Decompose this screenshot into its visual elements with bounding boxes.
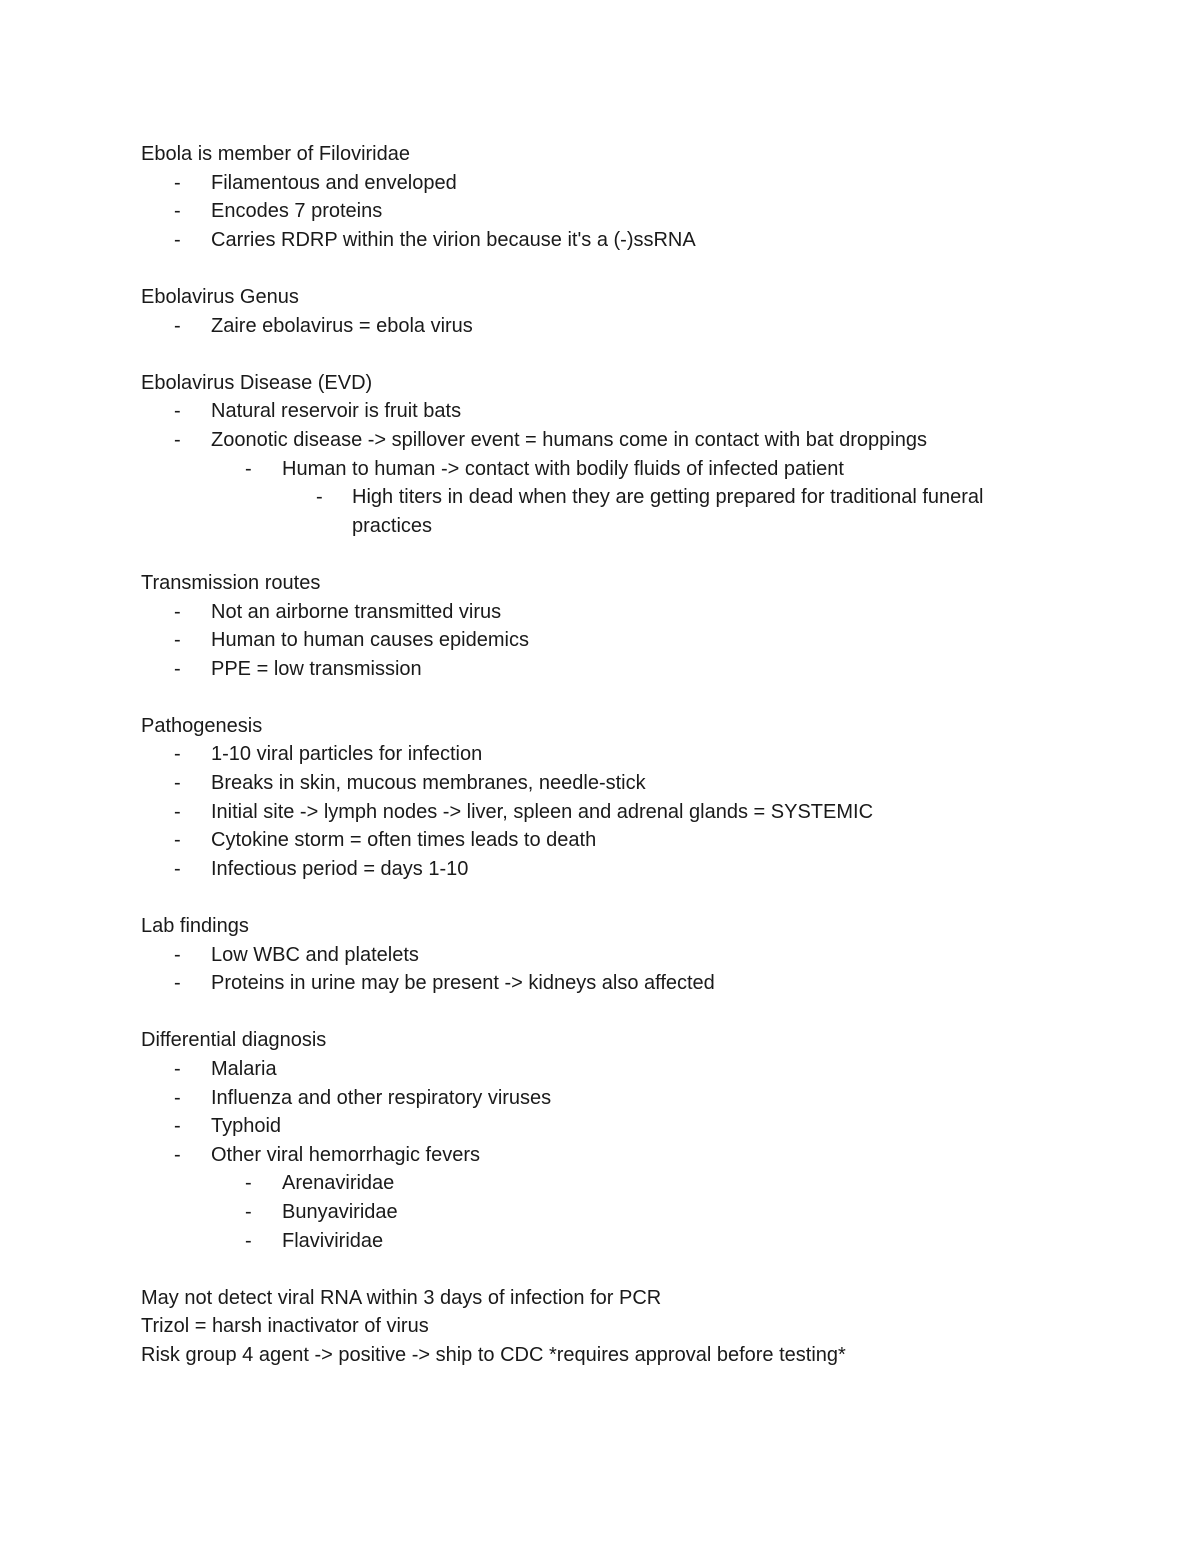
list-item: - Breaks in skin, mucous membranes, needle-stick bbox=[141, 769, 1061, 798]
list-item: - Zaire ebolavirus = ebola virus bbox=[141, 312, 1061, 341]
list-item: - Zoonotic disease -> spillover event = humans come in contact with bat droppings bbox=[141, 426, 1061, 455]
bullet-dash: - bbox=[174, 857, 181, 880]
bullet-dash: - bbox=[174, 629, 181, 652]
sub-list-item: - Flaviviridae bbox=[141, 1227, 1061, 1256]
sub-sub-list-item: - High titers in dead when they are getting prepared for traditional funeral practices bbox=[141, 483, 1042, 540]
list-item: - Malaria bbox=[141, 1055, 1061, 1084]
bullet-dash: - bbox=[174, 1058, 181, 1080]
section-heading-evd: Ebolavirus Disease (EVD) bbox=[141, 371, 373, 394]
spacer bbox=[141, 540, 1061, 569]
bullet-dash: - bbox=[174, 600, 181, 623]
bullet-dash: - bbox=[174, 1086, 181, 1109]
bullet-dash: - bbox=[174, 657, 181, 680]
bullet-dash: - bbox=[174, 943, 181, 966]
list-item: - Typhoid bbox=[141, 1112, 1061, 1141]
section-heading-lab: Lab findings bbox=[141, 915, 249, 938]
closing-line: Risk group 4 agent -> positive -> ship to CDC *requires approval before testing* bbox=[141, 1343, 846, 1366]
spacer bbox=[141, 340, 1061, 369]
bullet-dash: - bbox=[174, 428, 181, 451]
list-item: - Cytokine storm = often times leads to death bbox=[141, 826, 1061, 855]
closing-line: Trizol = harsh inactivator of virus bbox=[141, 1315, 429, 1338]
bullet-dash: - bbox=[245, 1200, 252, 1223]
list-item: - Natural reservoir is fruit bats bbox=[141, 397, 1061, 426]
list-item: - Carries RDRP within the virion because it's a (-)ssRNA bbox=[141, 226, 1061, 255]
bullet-dash: - bbox=[174, 314, 181, 337]
notes-content bbox=[141, 140, 1061, 1370]
list-item: - PPE = low transmission bbox=[141, 655, 1061, 684]
list-item: - Other viral hemorrhagic fevers bbox=[141, 1141, 1061, 1170]
bullet-dash: - bbox=[174, 1115, 181, 1138]
section-heading-filoviridae: Ebola is member of Filoviridae bbox=[141, 143, 410, 165]
spacer bbox=[141, 1255, 1061, 1284]
bullet-dash: - bbox=[245, 1172, 252, 1195]
list-item: - Infectious period = days 1-10 bbox=[141, 855, 1061, 884]
list-item: - Not an airborne transmitted virus bbox=[141, 598, 1061, 627]
section-heading-pathogenesis: Pathogenesis bbox=[141, 714, 263, 737]
section-heading-differential: Differential diagnosis bbox=[141, 1029, 327, 1052]
sub-list-item: - Human to human -> contact with bodily fluids of infected patient bbox=[141, 455, 1061, 484]
bullet-dash: - bbox=[174, 800, 181, 823]
list-item: - Human to human causes epidemics bbox=[141, 626, 1061, 655]
list-item: - 1-10 viral particles for infection bbox=[141, 740, 1061, 769]
list-item: - Proteins in urine may be present -> kidneys also affected bbox=[141, 969, 1061, 998]
bullet-dash: - bbox=[316, 486, 323, 509]
bullet-dash: - bbox=[174, 829, 181, 852]
list-item: - Low WBC and platelets bbox=[141, 941, 1061, 970]
bullet-dash: - bbox=[174, 171, 181, 194]
list-item: - Encodes 7 proteins bbox=[141, 197, 1061, 226]
bullet-dash: - bbox=[174, 228, 181, 251]
bullet-dash: - bbox=[174, 972, 181, 995]
sub-list-item: - Bunyaviridae bbox=[141, 1198, 1061, 1227]
bullet-dash: - bbox=[174, 400, 181, 423]
spacer bbox=[141, 254, 1061, 283]
bullet-dash: - bbox=[174, 200, 181, 223]
bullet-dash: - bbox=[174, 1143, 181, 1166]
bullet-dash: - bbox=[245, 1229, 252, 1252]
bullet-dash: - bbox=[174, 772, 181, 795]
bullet-dash: - bbox=[245, 457, 252, 480]
section-heading-genus: Ebolavirus Genus bbox=[141, 285, 299, 308]
bullet-dash: - bbox=[174, 743, 181, 766]
spacer bbox=[141, 998, 1061, 1027]
sub-list-item: - Arenaviridae bbox=[141, 1169, 1061, 1198]
list-item: - Influenza and other respiratory viruses bbox=[141, 1084, 1061, 1113]
closing-line: May not detect viral RNA within 3 days of infection for PCR bbox=[141, 1286, 662, 1309]
spacer bbox=[141, 883, 1061, 912]
list-item: - Initial site -> lymph nodes -> liver, spleen and adrenal glands = SYSTEMIC bbox=[141, 798, 1061, 827]
spacer bbox=[141, 683, 1061, 712]
list-item: - Filamentous and enveloped bbox=[141, 169, 1061, 198]
section-heading-transmission: Transmission routes bbox=[141, 571, 321, 594]
